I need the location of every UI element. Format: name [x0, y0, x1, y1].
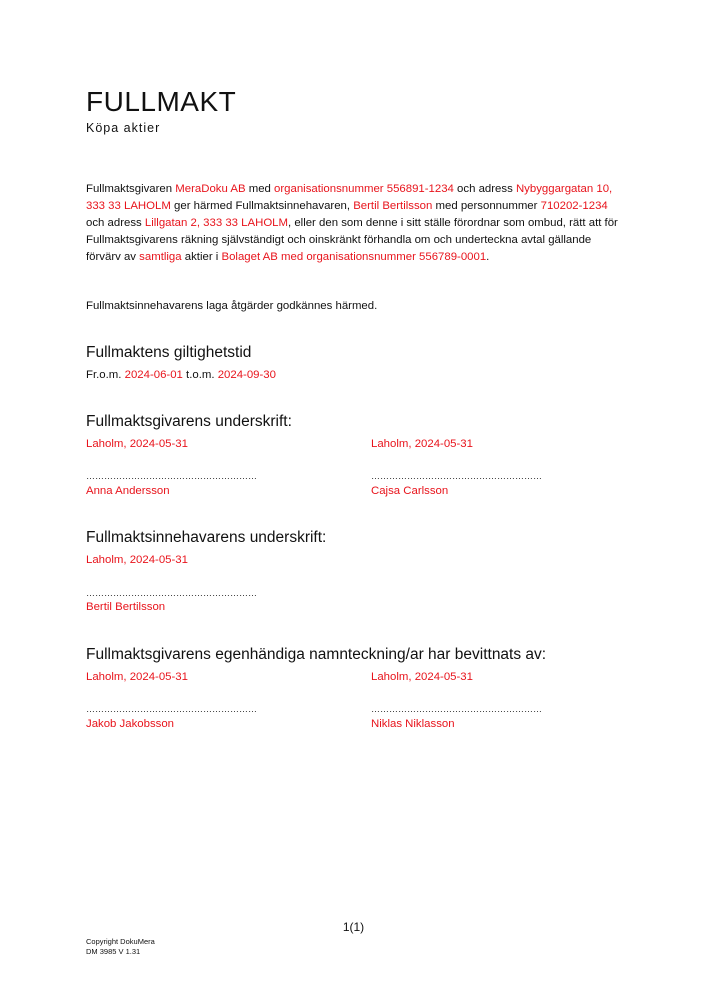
- from-label: Fr.o.m.: [86, 369, 125, 381]
- approval-paragraph: Fullmaktsinnehavarens laga åtgärder godkännes härmed.: [86, 300, 378, 312]
- text-segment: Fullmaktsgivaren: [86, 183, 176, 195]
- text-segment: och adress: [453, 183, 516, 195]
- authorization-paragraph: [86, 181, 626, 266]
- giver-left-name: Anna Andersson: [86, 485, 170, 497]
- holder-name-signature: Bertil Bertilsson: [86, 601, 166, 613]
- text-segment: och adress: [86, 217, 145, 229]
- giver-address: Nybyggargatan 10, 333 33 LAHOLM: [86, 183, 613, 212]
- document-title: FULLMAKT: [86, 86, 237, 117]
- witness-right-name: Niklas Niklasson: [371, 718, 455, 730]
- holder-signature-line: …………………………………………………: [86, 588, 257, 598]
- giver-orgnr: organisationsnummer 556891-1234: [274, 183, 454, 195]
- footer-copyright: Copyright DokuMera: [86, 937, 155, 946]
- giver-left-signature-line: …………………………………………………: [86, 471, 257, 481]
- from-date: 2024-06-01: [124, 369, 183, 381]
- company: Bolaget AB med organisationsnummer 556789-0001: [221, 251, 487, 263]
- footer-version: DM 3985 V 1.31: [86, 947, 141, 956]
- giver-left-place-date: Laholm, 2024-05-31: [86, 438, 188, 450]
- witness-left-signature-line: …………………………………………………: [86, 704, 257, 714]
- witness-heading: Fullmaktsgivarens egenhändiga namnteckning/ar har bevittnats av:: [86, 646, 547, 663]
- witness-right-place-date: Laholm, 2024-05-31: [371, 671, 473, 683]
- witness-left-name: Jakob Jakobsson: [86, 718, 175, 730]
- holder-address: Lillgatan 2, 333 33 LAHOLM: [144, 217, 288, 229]
- document-subtitle: Köpa aktier: [86, 121, 161, 135]
- witness-right-signature-line: …………………………………………………: [371, 704, 542, 714]
- scope: samtliga: [139, 251, 182, 263]
- text-segment: aktier i: [181, 251, 222, 263]
- text-segment: med personnummer: [432, 200, 541, 212]
- holder-personal-number: 710202-1234: [540, 200, 608, 212]
- holder-place-date: Laholm, 2024-05-31: [86, 554, 188, 566]
- validity-heading: Fullmaktens giltighetstid: [86, 344, 252, 361]
- validity-period: [86, 369, 276, 381]
- giver-name: MeraDoku AB: [175, 183, 246, 195]
- to-label: t.o.m.: [182, 369, 218, 381]
- giver-right-name: Cajsa Carlsson: [371, 485, 449, 497]
- witness-left-place-date: Laholm, 2024-05-31: [86, 671, 188, 683]
- holder-name: Bertil Bertilsson: [353, 200, 433, 212]
- giver-signature-heading: Fullmaktsgivarens underskrift:: [86, 413, 292, 430]
- giver-right-signature-line: …………………………………………………: [371, 471, 542, 481]
- holder-signature-heading: Fullmaktsinnehavarens underskrift:: [86, 529, 327, 546]
- giver-right-place-date: Laholm, 2024-05-31: [371, 438, 473, 450]
- text-segment: , eller den som denne i sitt ställe förordnar som ombud, rätt att för Fullmaktsgivarens räkning självständigt och oinskränkt förhandla om och underteckna avtal gällande förvärv av: [86, 217, 618, 263]
- page-number: 1(1): [342, 920, 365, 934]
- text-segment: ger härmed Fullmaktsinnehavaren,: [170, 200, 354, 212]
- to-date: 2024-09-30: [217, 369, 276, 381]
- text-segment: med: [245, 183, 275, 195]
- text-segment: .: [486, 251, 490, 263]
